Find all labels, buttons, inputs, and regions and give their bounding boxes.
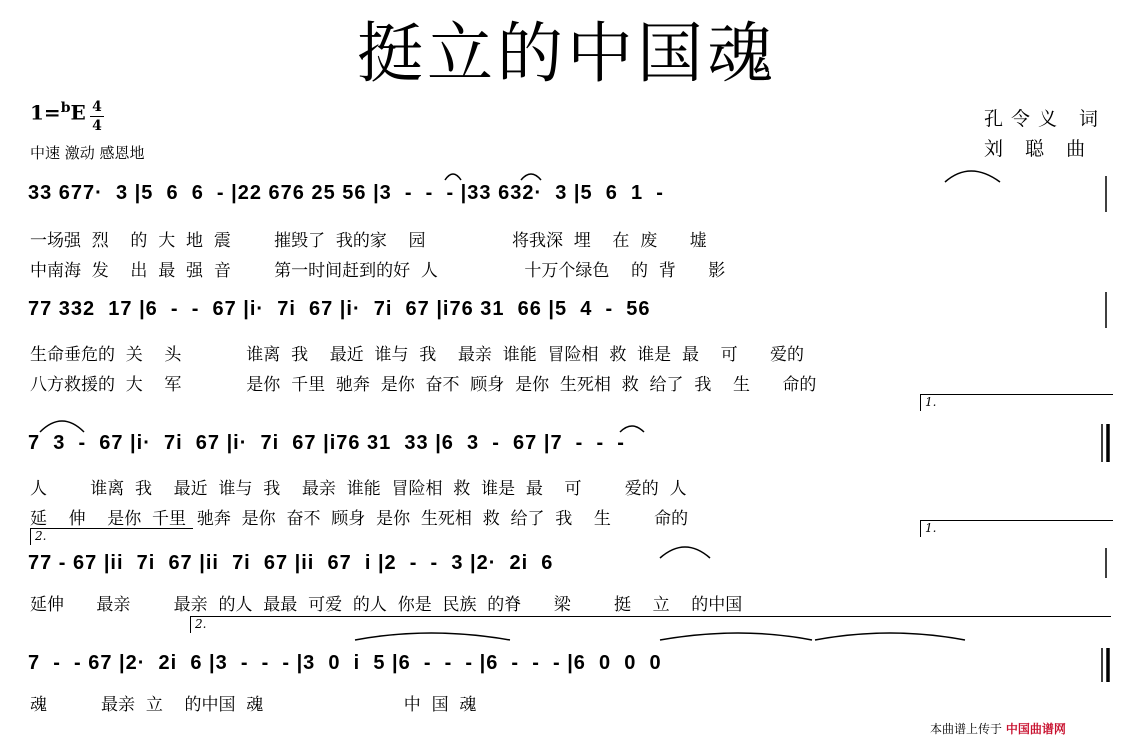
lyric-line-5: 魂 最亲 立 的中国 魂 中 国 魂 xyxy=(30,695,477,715)
notation-line-5: 7 - - 67 |2· 2i 6 |3 - - - |3 0 i 5 |6 - - - |6 - - - |6 0 0 0 xyxy=(28,652,662,674)
volta-bracket: 1. xyxy=(920,394,1113,411)
key-signature: 1=$^b$E xyxy=(30,100,86,125)
lyric-line-1-verse-1: 一场强 烈 的 大 地 震 摧毁了 我的家 园 将我深 埋 在 废 墟 xyxy=(30,231,707,251)
lyric-line-4: 延伸 最亲 最亲 的人 最最 可爱 的人 你是 民族 的脊 梁 挺 立 的中国 xyxy=(30,595,743,615)
upload-footer: 本曲谱上传于 中国曲谱网 xyxy=(930,722,1066,736)
time-signature: 4 4 xyxy=(90,99,104,134)
notation-line-1: 33 677· 3 |5 6 6 - |22 676 25 56 |3 - - - |33 632· 3 |5 6 1 - xyxy=(28,182,664,204)
site-logo[interactable]: 中国曲谱网 xyxy=(1005,722,1066,736)
notation-line-2: 77 332 17 |6 - - 67 |i· 7i 67 |i· 7i 67 |i76 31 66 |5 4 - 56 xyxy=(28,298,651,320)
volta-bracket: 2. xyxy=(190,616,1111,633)
composer-credit: 刘 聪 曲 xyxy=(984,138,1094,160)
lyric-line-1-verse-2: 中南海 发 出 最 强 音 第一时间赶到的好 人 十万个绿色 的 背 影 xyxy=(30,261,726,281)
volta-bracket: 1. xyxy=(920,520,1113,537)
notation-line-3: 7 3 - 67 |i· 7i 67 |i· 7i 67 |i76 31 33 |6 3 - 67 |7 - - - xyxy=(28,432,625,454)
volta-bracket: 2. xyxy=(30,528,193,545)
lyric-line-2-verse-1: 生命垂危的 关 头 谁离 我 最近 谁与 我 最亲 谁能 冒险相 救 谁是 最 可 爱的 xyxy=(30,345,804,365)
song-title: 挺立的中国魂 xyxy=(357,15,777,92)
lyricist-credit: 孔令义 词 xyxy=(984,108,1107,130)
lyric-line-3-verse-1: 人 谁离 我 最近 谁与 我 最亲 谁能 冒险相 救 谁是 最 可 爱的 人 xyxy=(30,479,687,499)
lyric-line-3-verse-2: 延 伸 是你 千里 驰奔 是你 奋不 顾身 是你 生死相 救 给了 我 生 命的 xyxy=(30,509,689,529)
lyric-line-2-verse-2: 八方救援的 大 军 是你 千里 驰奔 是你 奋不 顾身 是你 生死相 救 给了 我 生 命的 xyxy=(30,375,817,395)
tempo-marking: 中速 激动 感恩地 xyxy=(30,144,145,162)
notation-line-4: 77 - 67 |ii 7i 67 |ii 7i 67 |ii 67 i |2 - - 3 |2· 2i 6 xyxy=(28,552,554,574)
